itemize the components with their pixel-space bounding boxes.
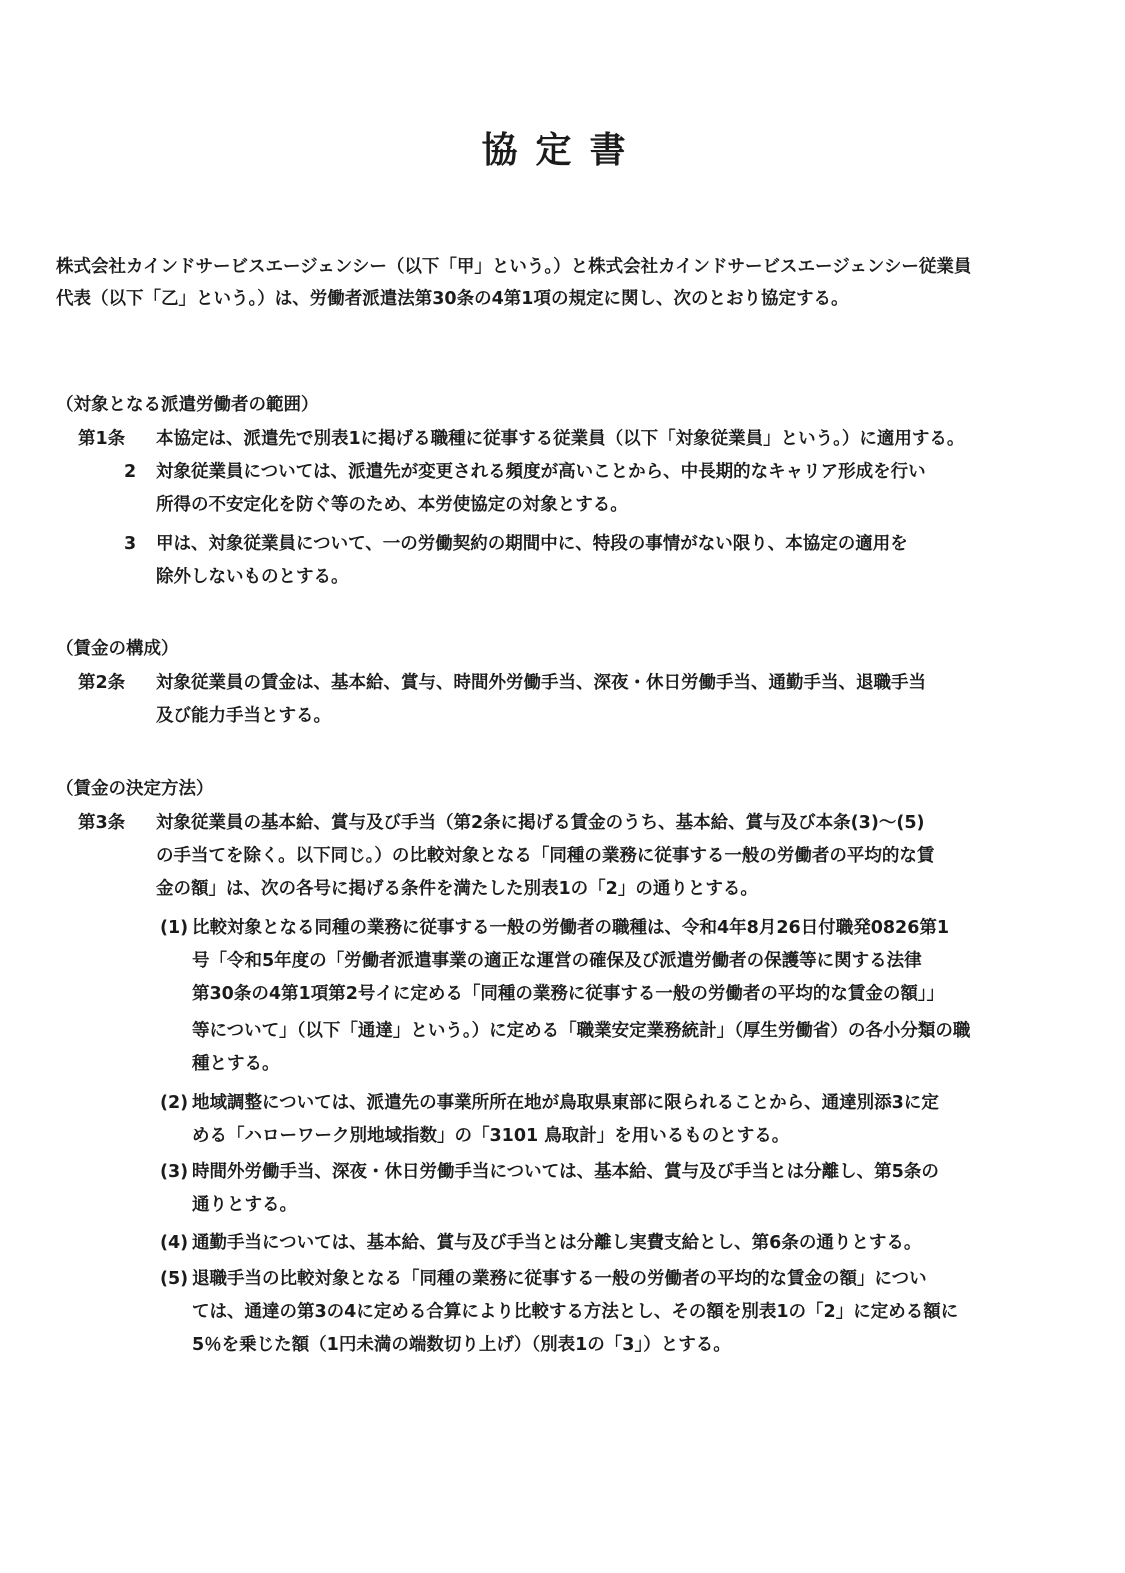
- item-4-number: (4): [160, 1233, 189, 1253]
- item-1-line-3: 第30条の4第1項第2号イに定める「同種の業務に従事する一般の労働者の平均的な賃金の額」」: [192, 984, 945, 1004]
- article-3-line-1: 対象従業員の基本給、賞与及び手当（第2条に掲げる賃金のうち、基本給、賞与及び本条(3)～(5): [156, 813, 925, 833]
- item-5-line-2: ては、通達の第3の4に定める合算により比較する方法とし、その額を別表1の「2」に定める額に: [192, 1302, 959, 1322]
- item-1-line-4: 等について」（以下「通達」という。）に定める「職業安定業務統計」（厚生労働省）の各小分類の職: [192, 1021, 971, 1041]
- article-3-label: 第3条: [78, 813, 126, 833]
- item-5-line-1: 退職手当の比較対象となる「同種の業務に従事する一般の労働者の平均的な賃金の額」につい: [192, 1269, 927, 1289]
- item-5-line-3: 5％を乗じた額（1円未満の端数切り上げ）（別表1の「3」）とする。: [192, 1335, 731, 1355]
- item-1-line-5: 種とする。: [192, 1054, 280, 1074]
- item-1-line-2: 号「令和5年度の「労働者派遣事業の適正な運営の確保及び派遣労働者の保護等に関する法律: [192, 951, 922, 971]
- article-1-text: 本協定は、派遣先で別表1に掲げる職種に従事する従業員（以下「対象従業員」という。）に適用する。: [156, 429, 965, 449]
- item-2-number: (2): [160, 1093, 189, 1113]
- article-1-label: 第1条: [78, 429, 126, 449]
- item-3-line-1: 時間外労働手当、深夜・休日労働手当については、基本給、賞与及び手当とは分離し、第5条の: [192, 1162, 939, 1182]
- section-2-heading: （賃金の構成）: [56, 639, 179, 659]
- article-1-para-3-line-1: 甲は、対象従業員について、一の労働契約の期間中に、特段の事情がない限り、本協定の適用を: [156, 534, 908, 554]
- section-3-heading: （賃金の決定方法）: [56, 779, 214, 799]
- item-4-line-1: 通勤手当については、基本給、賞与及び手当とは分離し実費支給とし、第6条の通りとする。: [192, 1233, 922, 1253]
- article-1-para-2-line-1: 対象従業員については、派遣先が変更される頻度が高いことから、中長期的なキャリア形成を行い: [156, 462, 926, 482]
- intro-line-2: 代表（以下「乙」という。）は、労働者派遣法第30条の4第1項の規定に関し、次のとおり協定する。: [56, 289, 849, 309]
- article-1-para-2-number: 2: [124, 462, 137, 482]
- item-3-number: (3): [160, 1162, 189, 1182]
- item-2-line-1: 地域調整については、派遣先の事業所所在地が鳥取県東部に限られることから、通達別添3に定: [192, 1093, 939, 1113]
- article-3-line-2: の手当てを除く。以下同じ。）の比較対象となる「同種の業務に従事する一般の労働者の平均的な賃: [156, 846, 935, 866]
- item-2-line-2: める「ハローワーク別地域指数」の「3101 鳥取計」を用いるものとする。: [192, 1126, 790, 1146]
- article-3-line-3: 金の額」は、次の各号に掲げる条件を満たした別表1の「2」の通りとする。: [156, 879, 758, 899]
- article-1-para-2-line-2: 所得の不安定化を防ぐ等のため、本労使協定の対象とする。: [156, 495, 628, 515]
- article-2-line-2: 及び能力手当とする。: [156, 706, 331, 726]
- article-2-line-1: 対象従業員の賃金は、基本給、賞与、時間外労働手当、深夜・休日労働手当、通勤手当、退職手当: [156, 673, 926, 693]
- article-1-para-3-number: 3: [124, 534, 137, 554]
- intro-line-1: 株式会社カインドサービスエージェンシー（以下「甲」という。）と株式会社カインドサービスエージェンシー従業員: [56, 257, 972, 277]
- article-1-para-3-line-2: 除外しないものとする。: [156, 567, 349, 587]
- section-1-heading: （対象となる派遣労働者の範囲）: [56, 395, 319, 415]
- item-1-line-1: 比較対象となる同種の業務に従事する一般の労働者の職種は、令和4年8月26日付職発0826第1: [192, 918, 950, 938]
- document-title: 協定書: [481, 130, 644, 171]
- item-5-number: (5): [160, 1269, 189, 1289]
- article-2-label: 第2条: [78, 673, 126, 693]
- item-1-number: (1): [160, 918, 189, 938]
- item-3-line-2: 通りとする。: [192, 1195, 297, 1215]
